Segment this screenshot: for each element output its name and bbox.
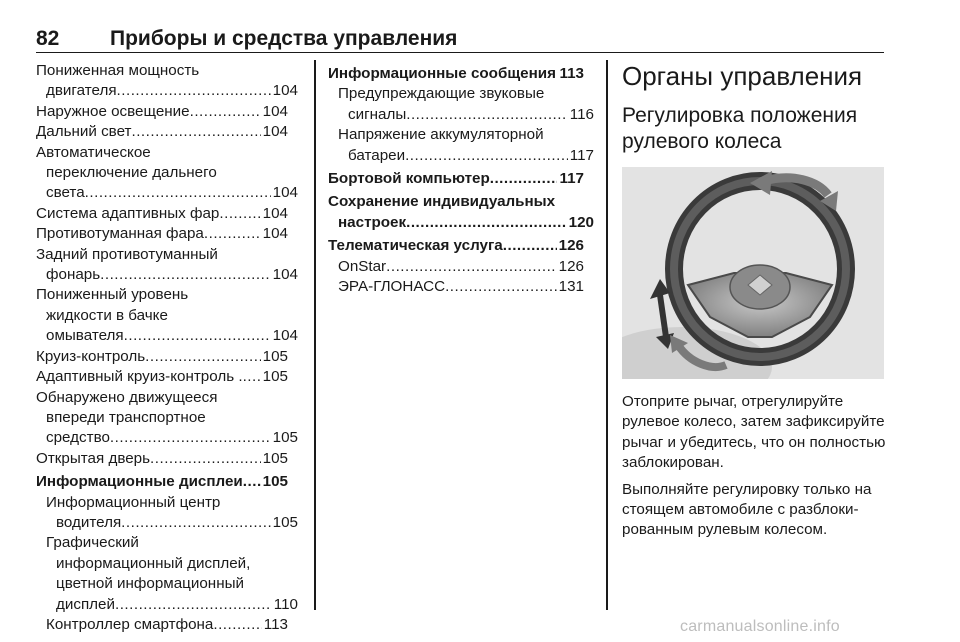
toc-page-number: 116 [569, 105, 594, 123]
dot-leader [121, 513, 270, 533]
toc-entry[interactable] [36, 102, 298, 122]
toc-entry[interactable] [328, 125, 594, 166]
steering-wheel-illustration [622, 167, 884, 379]
toc-page-number: 110 [273, 595, 298, 613]
dot-leader [190, 102, 261, 122]
toc-entry-text: Дальний свет [36, 123, 132, 141]
toc-page-number: 131 [558, 278, 584, 296]
toc-page-number: 104 [272, 327, 298, 345]
toc-entry-text: переключение дальнего [46, 164, 217, 182]
toc-page-number: 117 [559, 170, 584, 188]
toc-entry-text: сигналы [348, 105, 407, 123]
toc-entry-text: Адаптивный круиз-контроль . [36, 368, 243, 386]
watermark: carmanualsonline.info [680, 618, 840, 635]
toc-entry-text: Сохранение индивидуальных [328, 193, 556, 211]
toc-page-number: 105 [262, 449, 288, 467]
toc-entry-text: настроек [338, 213, 407, 231]
dot-leader [204, 224, 261, 244]
toc-entry-text: Контроллер смартфона [46, 615, 214, 633]
page-title: Приборы и средства управления [110, 27, 458, 50]
content-column [622, 61, 890, 547]
dot-leader [213, 615, 261, 635]
dot-leader [117, 81, 271, 101]
dot-leader [150, 449, 261, 469]
toc-entry-text: Круиз-контроль [36, 347, 146, 365]
toc-entry-text: жидкости в бачке [46, 306, 168, 324]
toc-entry-text: омывателя [46, 327, 124, 345]
dot-leader [243, 472, 261, 492]
toc-page-number: 104 [262, 102, 288, 120]
toc-section[interactable] [328, 192, 594, 233]
toc-entry-text: Задний противотуманный [36, 245, 218, 263]
toc-page-number: 126 [558, 257, 584, 275]
toc-page-number: 104 [272, 184, 298, 202]
toc-entry[interactable] [36, 615, 298, 635]
toc-page-number: 105 [262, 347, 288, 365]
dot-leader [406, 213, 567, 233]
toc-page-number: 105 [262, 473, 288, 491]
toc-page-number: 105 [272, 429, 298, 447]
toc-page-number: 104 [262, 225, 288, 243]
toc-entry-text: Предупреждающие звуковые [338, 85, 545, 103]
dot-leader [503, 236, 557, 256]
toc-column-2 [328, 61, 594, 297]
page-header [36, 24, 884, 53]
toc-entry-text: Информационные дисплеи [36, 473, 243, 491]
toc-entry-text: Наружное освещение [36, 102, 190, 120]
toc-entry-text: средство [46, 429, 110, 447]
toc-section[interactable] [328, 169, 594, 189]
toc-entry-text: Телематическая услуга [328, 237, 503, 255]
toc-entry[interactable] [36, 493, 298, 534]
column-divider [314, 60, 316, 610]
toc-entry-text: Открытая дверь [36, 449, 151, 467]
toc-page-number: 105 [272, 513, 298, 531]
toc-page-number: 104 [262, 204, 288, 222]
toc-entry-text: батареи [348, 146, 406, 164]
dot-leader [124, 326, 271, 346]
toc-entry-text: впереди транспортное [46, 408, 206, 426]
instruction-paragraph: Отоприте рычаг, отрегулируйте рулевое колесо, затем зафиксируйте рычаг и убедитесь, что он полностью заблокирован. [622, 393, 886, 472]
toc-entry-text: Бортовой компьютер [328, 170, 490, 188]
toc-entry-text: двигателя [46, 82, 117, 100]
section-heading: Органы управления [622, 61, 863, 91]
toc-entry-text: Информационный центр [46, 493, 221, 511]
toc-entry-text: информационный дисплей, [56, 554, 251, 572]
instruction-paragraph: Выполняйте регулировку только на стоящем автомобиле с разблокированным рулевым колесом. [622, 480, 872, 539]
toc-page-number: 120 [568, 213, 594, 231]
section-subheading: Регулировка положения рулевого колеса [622, 104, 858, 153]
page-number: 82 [36, 27, 60, 50]
toc-entry[interactable] [36, 533, 298, 615]
dot-leader [100, 265, 271, 285]
toc-entry[interactable] [36, 347, 298, 367]
toc-entry-text: Система адаптивных фар [36, 204, 220, 222]
dot-leader [131, 122, 260, 142]
toc-entry-text: ЭРА-ГЛОНАСС [338, 278, 446, 296]
toc-entry[interactable] [36, 449, 298, 469]
dot-leader [445, 277, 557, 297]
dot-leader [490, 169, 558, 189]
toc-page-number: 117 [569, 146, 594, 164]
toc-entry[interactable] [328, 84, 594, 125]
toc-entry[interactable] [36, 245, 298, 286]
column-divider [606, 60, 608, 610]
toc-entry[interactable] [36, 224, 298, 244]
toc-page-number: 105 [262, 368, 288, 386]
toc-page-number: 126 [558, 237, 584, 255]
toc-entry[interactable] [36, 143, 298, 204]
toc-entry-text: Противотуманная фара [36, 225, 204, 243]
toc-page-number: 104 [262, 123, 288, 141]
toc-entry-text: света [46, 184, 85, 202]
toc-entry-text: водителя [56, 513, 122, 531]
dot-leader [219, 204, 260, 224]
dot-leader [406, 105, 568, 125]
dot-leader [85, 183, 271, 203]
toc-entry[interactable] [36, 388, 298, 449]
dot-leader [115, 595, 272, 615]
toc-entry[interactable] [36, 61, 298, 102]
steering-wheel-image [622, 167, 884, 379]
dot-leader [386, 257, 557, 277]
toc-entry-text: фонарь [46, 266, 101, 284]
toc-entry[interactable] [328, 277, 594, 297]
dot-leader [405, 146, 568, 166]
toc-entry-text: Пониженный уровень [36, 286, 189, 304]
toc-section[interactable] [36, 472, 298, 492]
toc-entry-text: цветной информационный [56, 575, 244, 593]
toc-page-number: 104 [272, 82, 298, 100]
dot-leader [110, 428, 271, 448]
toc-entry[interactable] [328, 257, 594, 277]
toc-entry-text: Напряжение аккумуляторной [338, 126, 544, 144]
toc-entry[interactable] [36, 285, 298, 346]
toc-entry-text: Пониженная мощность [36, 62, 200, 79]
toc-column-1 [36, 61, 298, 635]
toc-page-number: 104 [272, 266, 298, 284]
toc-entry-text: Информационные сообщения [328, 65, 556, 82]
toc-entry-text: Графический [46, 534, 139, 552]
toc-entry-text: Обнаружено движущееся [36, 388, 218, 406]
toc-page-number: 113 [263, 615, 288, 633]
toc-entry-text: дисплей [56, 595, 115, 613]
toc-entry[interactable] [36, 367, 298, 387]
toc-entry[interactable] [36, 122, 298, 142]
toc-entry-text: Автоматическое [36, 143, 151, 161]
toc-section[interactable] [328, 64, 594, 84]
toc-entry-text: OnStar [338, 257, 387, 275]
dot-leader [145, 347, 260, 367]
toc-page-number: 113 [559, 65, 584, 82]
dot-leader [243, 367, 261, 387]
toc-section[interactable] [328, 236, 594, 256]
toc-entry[interactable] [36, 204, 298, 224]
